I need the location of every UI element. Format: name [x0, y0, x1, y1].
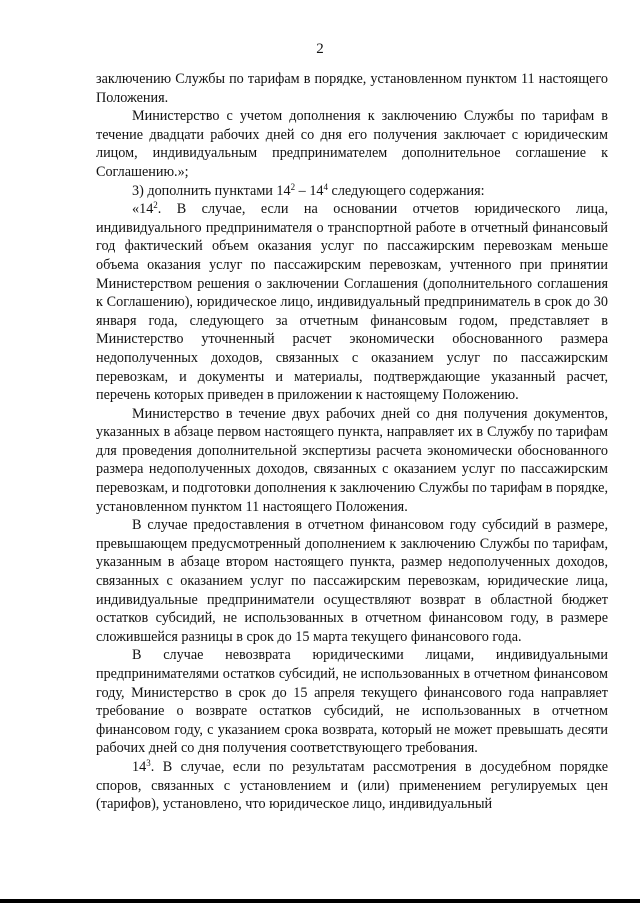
- paragraph-text: . В случае, если по результатам рассмотрения в досудебном порядке споров, связанных с установлением и (или) применением регулируемых цен (тарифов), установлено, что юридическое лицо, индивидуальный: [96, 758, 608, 813]
- paragraph-text: В случае предоставления в отчетном финансовом году субсидий в размере, превышающем предусмотренный дополнением к заключению Службы по тарифам, указанным в абзаце втором настоящего пункта, размер недополученных доходов, связанных с оказанием услуг по пассажирским перевозкам, юридические лица, индивидуальные предприниматели осуществляют возврат в областной бюджет остатков субсидий, не использованных в отчетном финансовом году, в размере сложившейся разницы в срок до 15 марта текущего финансового года.: [96, 517, 608, 645]
- paragraph-text: заключению Службы по тарифам в порядке, установленном пунктом 11 настоящего Положения.: [96, 71, 608, 106]
- paragraph-text: «14: [132, 201, 154, 218]
- paragraph: [96, 200, 608, 405]
- paragraph: [96, 516, 608, 646]
- paragraph: [96, 758, 608, 814]
- page-number: 2: [316, 41, 324, 57]
- paragraph-text: 14: [132, 758, 147, 775]
- superscript: 3: [146, 757, 151, 768]
- paragraph-text: – 14: [295, 182, 324, 199]
- paragraph: [96, 182, 608, 201]
- paragraph-text: следующего содержания:: [328, 182, 485, 199]
- paragraph: [96, 646, 608, 758]
- paragraph-text: . В случае, если на основании отчетов юридического лица, индивидуального предпринимателя о транспортной работе в отчетный финансовый год фактический объем оказания услуг по пассажирским перевозкам меньше объема оказания услуг по пассажирским перевозкам, учтенного при принятии Министерством решения о заключении Соглашения (дополнительного соглашения к Соглашению), юридическое лицо, индивидуальный предприниматель в срок до 30 января года, следующего за отчетным финансовым годом, представляет в Министерство уточненный расчет экономически обоснованного размера недополученных доходов, связанных с оказанием услуг по пассажирским перевозкам, и документы и материалы, подтверждающие указанный расчет, перечень которых приведен в приложении к настоящему Положению.: [96, 201, 608, 404]
- document-body: [96, 70, 608, 814]
- superscript: 4: [323, 181, 328, 192]
- paragraph-text: Министерство с учетом дополнения к заключению Службы по тарифам в течение двадцати рабочих дней со дня его получения заключает с юридическим лицом, индивидуальным предпринимателем дополнительное соглашение к Соглашению.»;: [96, 108, 608, 180]
- superscript: 2: [290, 181, 296, 192]
- paragraph: [96, 70, 608, 107]
- paragraph-text: Министерство в течение двух рабочих дней со дня получения документов, указанных в абзаце первом настоящего пункта, направляет их в Службу по тарифам для проведения дополнительной экспертизы расчета экономически обоснованного размера недополученных доходов, связанных с оказанием услуг по пассажирским перевозкам, и подготовки дополнения к заключению Службы по тарифам в порядке, установленном пунктом 11 настоящего Положения.: [96, 405, 608, 515]
- paragraph-text: В случае невозврата юридическими лицами, индивидуальными предпринимателями остатков субсидий, не использованных в отчетном финансовом году, Министерство в срок до 15 апреля текущего финансового года направляет требование о возврате остатков субсидий, не использованных в отчетном финансовом году, с указанием срока возврата, который не может превышать десяти рабочих дней со дня получения соответствующего требования.: [96, 647, 608, 757]
- superscript: 2: [153, 200, 158, 211]
- paragraph: [96, 405, 608, 517]
- paragraph-text: 3) дополнить пунктами 14: [132, 182, 291, 199]
- page-bottom-edge: [0, 899, 640, 903]
- paragraph: [96, 107, 608, 181]
